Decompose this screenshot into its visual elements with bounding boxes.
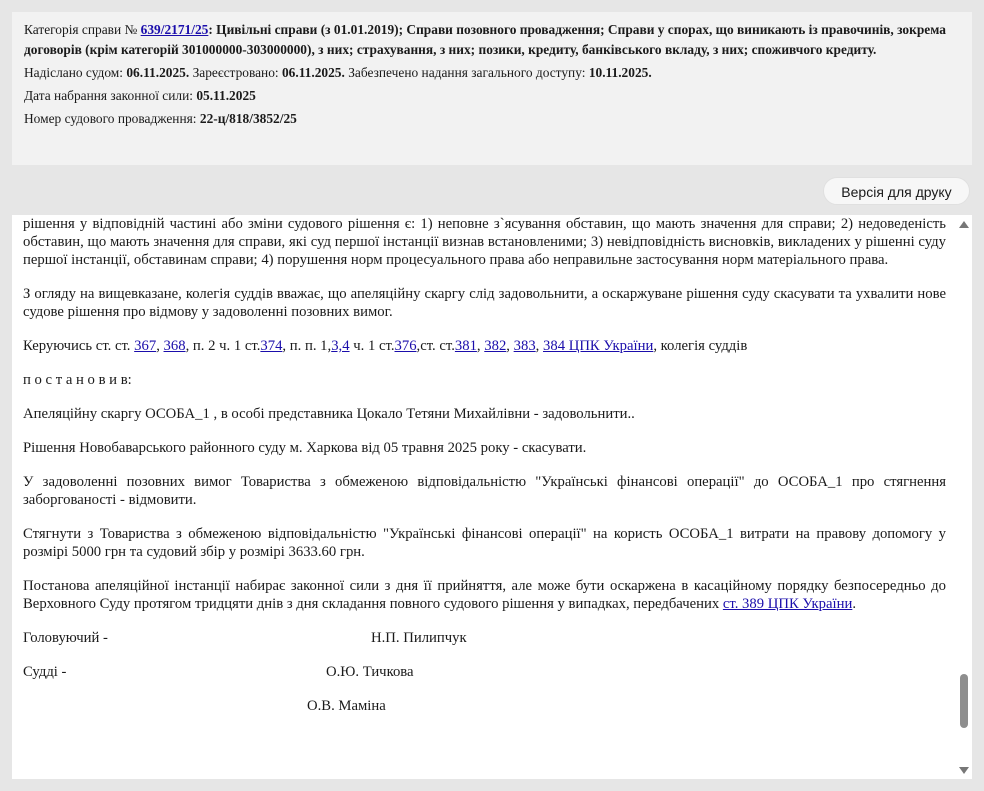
presiding-label: Головуючий -: [23, 630, 108, 646]
presiding-judge-name: Н.П. Пилипчук: [371, 630, 467, 646]
article-link-382[interactable]: 382: [484, 338, 507, 354]
sent-label: Надіслано судом:: [24, 65, 127, 80]
text-fragment: .: [852, 596, 857, 612]
access-date: 10.11.2025.: [588, 65, 652, 80]
article-link-376[interactable]: 376: [394, 338, 417, 354]
effective-date: 05.11.2025: [196, 88, 256, 103]
article-link-3-4[interactable]: 3,4: [331, 338, 350, 354]
text-fragment: ,: [476, 338, 485, 354]
dates-line: [24, 62, 960, 83]
text-fragment: ч. 1 ст.: [349, 338, 395, 354]
paragraph-decision-annulled: Рішення Новобаварського районного суду м. Харкова від 05 травня 2025 року - скасувати.: [23, 440, 587, 456]
paragraph-claims-denied: У задоволенні позовних вимог Товариства з обмеженою відповідальністю "Українські фінансові операції" до ОСОБА_1 про стягнення заборгованості - відмовити.: [23, 474, 946, 508]
article-link-389[interactable]: ст. 389 ЦПК України: [722, 596, 853, 612]
paragraph-resolved: п о с т а н о в и в:: [23, 372, 132, 388]
article-link-381[interactable]: 381: [454, 338, 477, 354]
text-fragment: ,ст. ст.: [416, 338, 455, 354]
document-text: [23, 215, 946, 731]
proceeding-number: 22-ц/818/3852/25: [199, 111, 297, 126]
text-fragment: , п. п. 1,: [282, 338, 332, 354]
text-fragment: Постанова апеляційної інстанції набирає законної сили з дня її прийняття, але може бути оскаржена в касаційному порядку безпосередньо до Верховного Суду протягом тридцяти днів з дня складання повного судового рішення у випадках, передбачених: [23, 578, 946, 612]
text-fragment: ,: [535, 338, 544, 354]
proceeding-label: Номер судового провадження:: [24, 111, 200, 126]
case-number-link[interactable]: 639/2171/25: [140, 22, 209, 37]
judges-label: Судді -: [23, 664, 67, 680]
text-fragment: ,: [156, 338, 164, 354]
effective-label: Дата набрання законної сили:: [24, 88, 197, 103]
registered-date: 06.11.2025.: [281, 65, 345, 80]
access-label: Забезпечено надання загального доступу:: [344, 65, 589, 80]
paragraph-legal-basis: [23, 337, 946, 355]
text-fragment: , колегія суддів: [653, 338, 748, 354]
article-link-367[interactable]: 367: [134, 338, 157, 354]
print-version-button[interactable]: Версія для друку: [823, 177, 970, 205]
effective-date-line: [24, 85, 960, 106]
paragraph-costs-recovered: Стягнути з Товариства з обмеженою відповідальністю "Українські фінансові операції" на користь ОСОБА_1 витрати на правову допомогу у розмірі 5000 грн та судовий збір у розмірі 3633.60 грн.: [23, 526, 946, 560]
category-text: : Цивільні справи (з 01.01.2019); Справи позовного провадження; Справи у спорах, що виникають із правочинів, зокрема договорів (крім категорій 301000000-303000000), з них; страхування, з них; позики, кредиту, банківського вкладу, з них; споживчого кредиту.: [24, 22, 946, 57]
judge-name: О.В. Маміна: [307, 698, 386, 714]
case-metadata-panel: [12, 12, 972, 165]
category-prefix: Категорія справи №: [24, 22, 141, 37]
judges-line: [23, 663, 946, 681]
registered-label: Зареєстровано:: [189, 65, 282, 80]
scrollbar-thumb[interactable]: [960, 674, 968, 728]
paragraph-entry-into-force: [23, 577, 946, 613]
vertical-scrollbar[interactable]: [955, 215, 972, 779]
article-link-374[interactable]: 374: [260, 338, 283, 354]
text-fragment: Керуючись ст. ст.: [23, 338, 135, 354]
scroll-up-arrow-icon[interactable]: [959, 221, 969, 228]
presiding-judge-line: [23, 629, 946, 647]
paragraph-conclusion: З огляду на вищевказане, колегія суддів вважає, що апеляційну скаргу слід задовольнити, а оскаржуване рішення суду скасувати та ухвалити нове судове рішення про відмову у задоволенні позовних вимог.: [23, 286, 946, 320]
proceeding-number-line: [24, 108, 960, 129]
article-link-384[interactable]: 384 ЦПК України: [543, 338, 654, 354]
document-viewer[interactable]: [12, 215, 972, 779]
paragraph-appeal-granted: Апеляційну скаргу ОСОБА_1 , в особі представника Цокало Тетяни Михайлівни - задовольнити..: [23, 406, 635, 422]
text-fragment: ,: [506, 338, 514, 354]
sent-date: 06.11.2025.: [126, 65, 190, 80]
scroll-down-arrow-icon[interactable]: [959, 767, 969, 774]
text-fragment: , п. 2 ч. 1 ст.: [185, 338, 261, 354]
case-category: [24, 20, 960, 60]
article-link-383[interactable]: 383: [513, 338, 536, 354]
article-link-368[interactable]: 368: [163, 338, 186, 354]
judge-line: [23, 697, 946, 715]
paragraph-grounds: рішення у відповідній частині або зміни судового рішення є: 1) неповне з`ясування обставин, що мають значення для справи; 2) недоведеність обставин, що мають значення для справи, які суд першої інстанції визнав встановленими; 3) невідповідність висновків, викладених у рішенні суду першої інстанції, обставинам справи; 4) порушення норм процесуального права або неправильне застосування норм матеріального права.: [23, 216, 946, 268]
judge-name: О.Ю. Тичкова: [326, 664, 414, 680]
